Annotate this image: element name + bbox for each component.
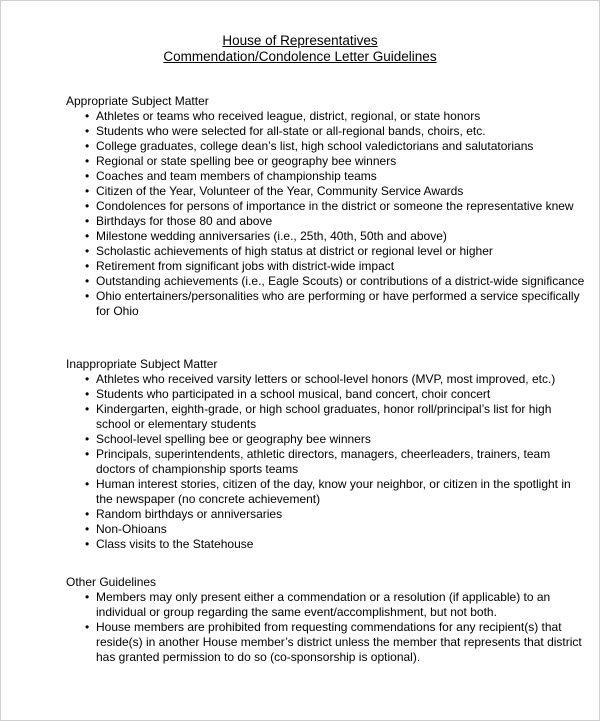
bullet-icon: • [85, 169, 90, 183]
bullet-icon: • [85, 402, 90, 416]
bullet-icon: • [85, 620, 90, 634]
bullet-icon: • [85, 139, 90, 153]
list-item: • Kindergarten, eighth-grade, or high school graduates, honor roll/principal’s list for high school or elementary students [85, 402, 552, 431]
section-heading: Appropriate Subject Matter [66, 94, 209, 108]
list-item: • Condolences for persons of importance in the district or someone the representative knew [85, 199, 574, 213]
list-item: • Birthdays for those 80 and above [85, 214, 273, 228]
list-item: • Citizen of the Year, Volunteer of the Year, Community Service Awards [85, 184, 464, 198]
list-item: • Ohio entertainers/personalities who are performing or have performed a service specifically for Ohio [85, 289, 580, 318]
list-item: • Regional or state spelling bee or geography bee winners [85, 154, 397, 168]
section-appropriate [66, 94, 586, 319]
bullet-icon: • [85, 372, 90, 386]
bullet-icon: • [85, 109, 90, 123]
section-other-guidelines [66, 575, 586, 665]
bullet-icon: • [85, 289, 90, 303]
list-item: • Outstanding achievements (i.e., Eagle Scouts) or contributions of a district-wide significance [85, 274, 585, 288]
bullet-icon: • [85, 507, 90, 521]
list-item: • Students who participated in a school musical, band concert, choir concert [85, 387, 491, 401]
bullet-list [66, 109, 586, 319]
bullet-icon: • [85, 477, 90, 491]
bullet-icon: • [85, 259, 90, 273]
section-heading: Inappropriate Subject Matter [66, 357, 218, 371]
list-item: • Non-Ohioans [85, 522, 167, 536]
document-title: House of Representatives [222, 33, 378, 48]
bullet-list [66, 372, 586, 552]
bullet-icon: • [85, 184, 90, 198]
list-item: • Students who were selected for all-state or all-regional bands, choirs, etc. [85, 124, 486, 138]
list-item: • Random birthdays or anniversaries [85, 507, 283, 521]
bullet-icon: • [85, 124, 90, 138]
list-item: • Human interest stories, citizen of the day, know your neighbor, or citizen in the spotlight in the newspaper (no concrete achievement) [85, 477, 571, 506]
bullet-icon: • [85, 590, 90, 604]
bullet-icon: • [85, 537, 90, 551]
section-heading: Other Guidelines [66, 575, 157, 589]
bullet-icon: • [85, 432, 90, 446]
section-inappropriate [66, 357, 586, 552]
bullet-icon: • [85, 199, 90, 213]
bullet-icon: • [85, 214, 90, 228]
list-item: • House members are prohibited from requesting commendations for any recipient(s) that reside(s) in another House member’s district unless the member that represents that district has granted permission to do so (co-sponsorship is optional). [85, 620, 582, 664]
list-item: • Scholastic achievements of high status at district or regional level or higher [85, 244, 493, 258]
bullet-icon: • [85, 522, 90, 536]
bullet-icon: • [85, 274, 90, 288]
list-item: • Class visits to the Statehouse [85, 537, 254, 551]
bullet-icon: • [85, 229, 90, 243]
bullet-icon: • [85, 154, 90, 168]
list-item: • Coaches and team members of championship teams [85, 169, 377, 183]
list-item: • Athletes or teams who received league, district, regional, or state honors [85, 109, 481, 123]
list-item: • Milestone wedding anniversaries (i.e., 25th, 40th, 50th and above) [85, 229, 447, 243]
list-item: • Athletes who received varsity letters or school-level honors (MVP, most improved, etc.) [85, 372, 556, 386]
bullet-icon: • [85, 447, 90, 461]
bullet-list [66, 590, 586, 665]
document-subtitle: Commendation/Condolence Letter Guidelines [163, 49, 437, 64]
list-item: • Members may only present either a commendation or a resolution (if applicable) to an individual or group regarding the same event/accomplishment, but not both. [85, 590, 551, 619]
bullet-icon: • [85, 244, 90, 258]
list-item: • School-level spelling bee or geography bee winners [85, 432, 371, 446]
list-item: • Principals, superintendents, athletic directors, managers, cheerleaders, trainers, team doctors of championship sports teams [85, 447, 551, 476]
bullet-icon: • [85, 387, 90, 401]
list-item: • College graduates, college dean’s list, high school valedictorians and salutatorians [85, 139, 534, 153]
list-item: • Retirement from significant jobs with district-wide impact [85, 259, 395, 273]
